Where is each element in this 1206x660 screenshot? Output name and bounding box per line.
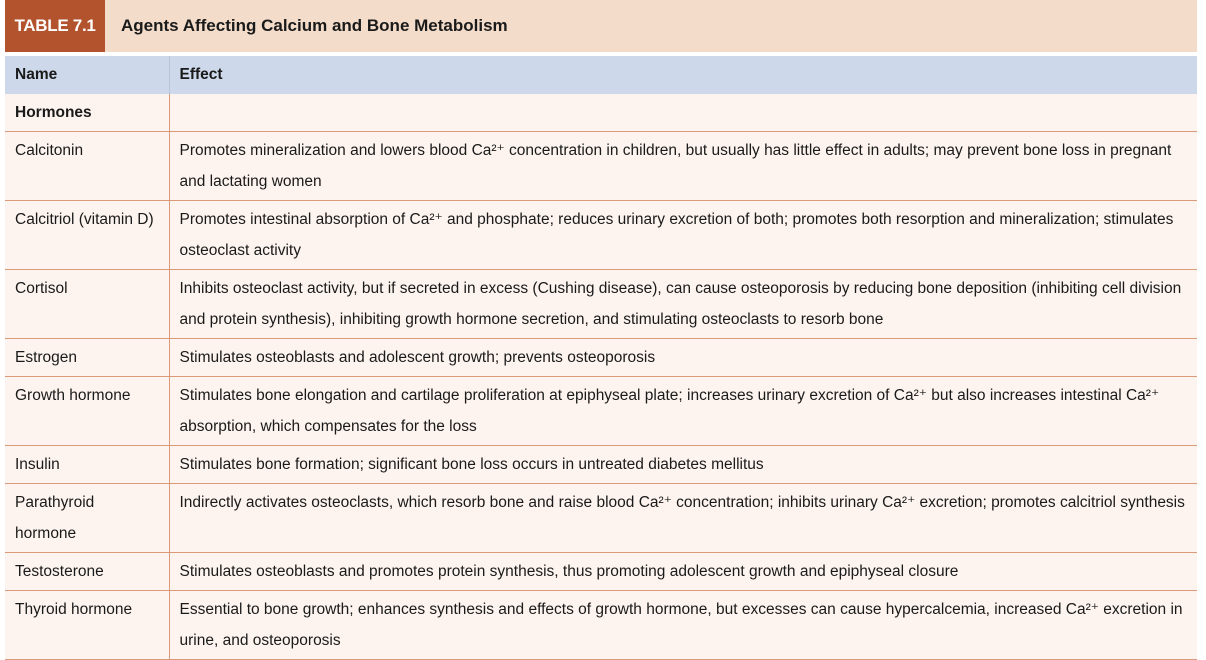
table-title: Agents Affecting Calcium and Bone Metabolism — [121, 16, 508, 35]
table-title-bar — [5, 0, 1197, 52]
table-row — [5, 446, 1197, 484]
row-name: Calcitriol (vitamin D) — [5, 201, 169, 270]
row-effect: Stimulates bone elongation and cartilage proliferation at epiphyseal plate; increases urinary excretion of Ca²⁺ but also increases intestinal Ca²⁺ absorption, which compensates for the loss — [169, 377, 1197, 446]
column-header-effect: Effect — [169, 54, 1197, 94]
row-effect: Essential to bone growth; enhances synthesis and effects of growth hormone, but excesses can cause hypercalcemia, increased Ca²⁺ excretion in urine, and osteoporosis — [169, 591, 1197, 660]
table-row — [5, 484, 1197, 553]
section-row — [5, 94, 1197, 132]
table-row — [5, 270, 1197, 339]
column-header-name: Name — [5, 54, 169, 94]
row-effect: Stimulates osteoblasts and adolescent growth; prevents osteoporosis — [169, 339, 1197, 377]
row-name: Thyroid hormone — [5, 591, 169, 660]
table-header-row — [5, 54, 1197, 94]
section-empty-cell — [169, 94, 1197, 132]
row-effect: Stimulates bone formation; significant bone loss occurs in untreated diabetes mellitus — [169, 446, 1197, 484]
table-row — [5, 553, 1197, 591]
row-effect: Promotes mineralization and lowers blood Ca²⁺ concentration in children, but usually has little effect in adults; may prevent bone loss in pregnant and lactating women — [169, 132, 1197, 201]
row-name: Calcitonin — [5, 132, 169, 201]
row-effect: Promotes intestinal absorption of Ca²⁺ and phosphate; reduces urinary excretion of both; promotes both resorption and mineralization; stimulates osteoclast activity — [169, 201, 1197, 270]
row-effect: Inhibits osteoclast activity, but if secreted in excess (Cushing disease), can cause osteoporosis by reducing bone deposition (inhibiting cell division and protein synthesis), inhibiting growth hormone secretion, and stimulating osteoclasts to resorb bone — [169, 270, 1197, 339]
table-container — [5, 0, 1197, 649]
row-name: Parathyroid hormone — [5, 484, 169, 553]
table-row — [5, 339, 1197, 377]
row-name: Insulin — [5, 446, 169, 484]
table-row — [5, 591, 1197, 660]
row-name: Testosterone — [5, 553, 169, 591]
table-number-badge: TABLE 7.1 — [5, 0, 105, 52]
row-name: Growth hormone — [5, 377, 169, 446]
row-effect: Stimulates osteoblasts and promotes protein synthesis, thus promoting adolescent growth and epiphyseal closure — [169, 553, 1197, 591]
table-row — [5, 377, 1197, 446]
data-table — [5, 52, 1197, 660]
table-row — [5, 201, 1197, 270]
table-row — [5, 132, 1197, 201]
row-effect: Indirectly activates osteoclasts, which resorb bone and raise blood Ca²⁺ concentration; inhibits urinary Ca²⁺ excretion; promotes calcitriol synthesis — [169, 484, 1197, 553]
section-label: Hormones — [5, 94, 169, 132]
row-name: Cortisol — [5, 270, 169, 339]
row-name: Estrogen — [5, 339, 169, 377]
